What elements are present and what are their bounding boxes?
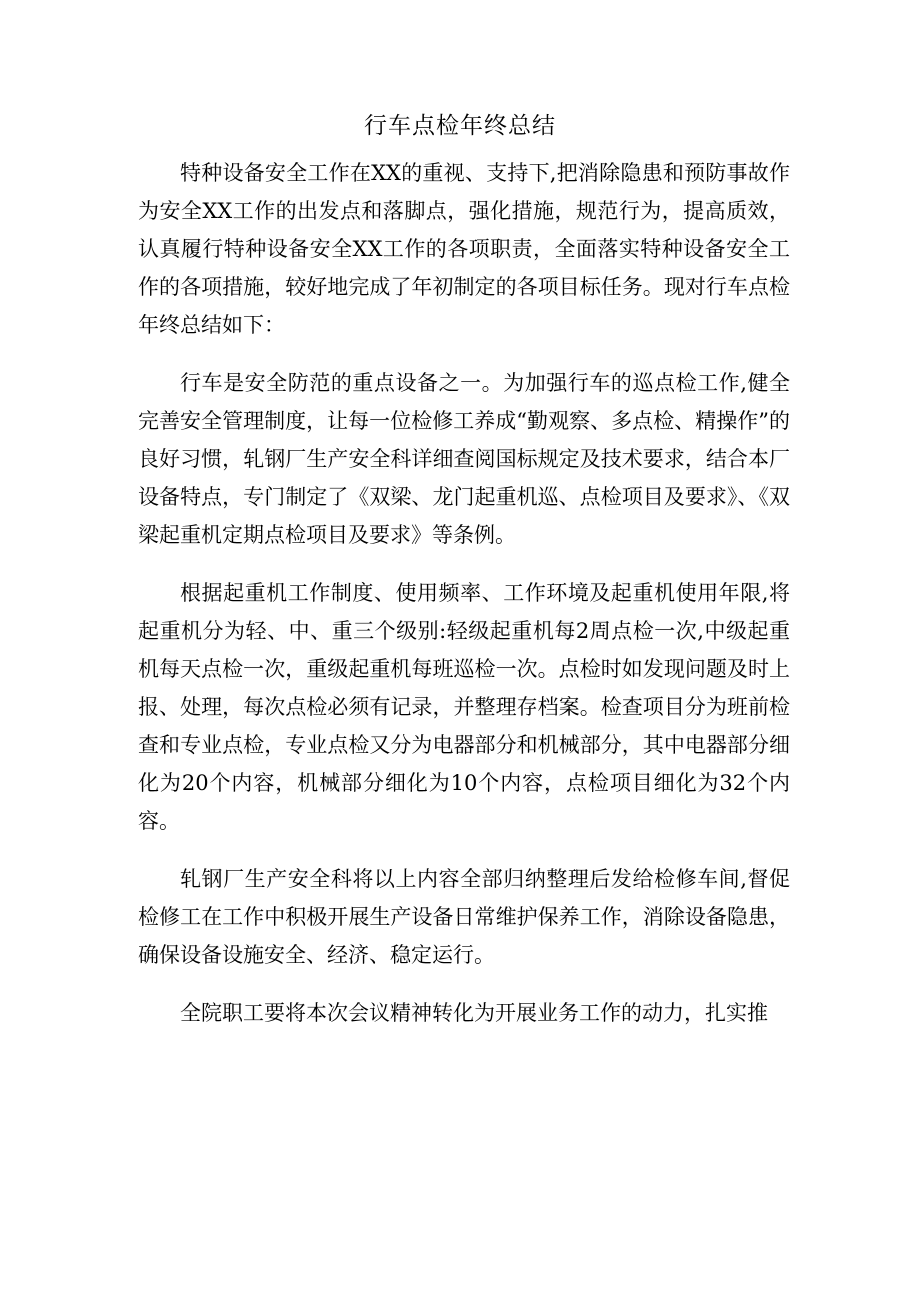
paragraph-crane-inspection-rules: 行车是安全防范的重点设备之一。为加强行车的巡点检工作,健全完善安全管理制度，让每一位检修工养成“勤观察、多点检、精操作”的良好习惯，轧钢厂生产安全科详细查阅国标规定及技术要求，结合本厂设备特点，专门制定了《双梁、龙门起重机巡、点检项目及要求》、《双梁起重机定期点检项目及要求》等条例。 <box>138 371 790 547</box>
paragraph-conclusion: 全院职工要将本次会议精神转化为开展业务工作的动力，扎实推 <box>180 1001 768 1025</box>
paragraph-maintenance: 轧钢厂生产安全科将以上内容全部归纳整理后发给检修车间,督促检修工在工作中积极开展生产设备日常维护保养工作，消除设备隐患，确保设备设施安全、经济、稳定运行。 <box>138 867 790 967</box>
paragraph-intro: 特种设备安全工作在XX的重视、支持下,把消除隐患和预防事故作为安全XX工作的出发点和落脚点，强化措施，规范行为，提高质效，认真履行特种设备安全XX工作的各项职责，全面落实特种设备安全工作的各项措施，较好地完成了年初制定的各项目标任务。现对行车点检年终总结如下： <box>138 161 790 337</box>
document-title: 行车点检年终总结 <box>364 113 556 139</box>
document-body <box>138 154 790 1052</box>
paragraph-crane-classification: 根据起重机工作制度、使用频率、工作环境及起重机使用年限,将起重机分为轻、中、重三个级别:轻级起重机每2周点检一次,中级起重机每天点检一次，重级起重机每班巡检一次。点检时如发现问题及时上报、处理，每次点检必须有记录，并整理存档案。检查项目分为班前检查和专业点检，专业点检又分为电器部分和机械部分，其中电器部分细化为20个内容，机械部分细化为10个内容，点检项目细化为32个内容。 <box>138 581 790 833</box>
